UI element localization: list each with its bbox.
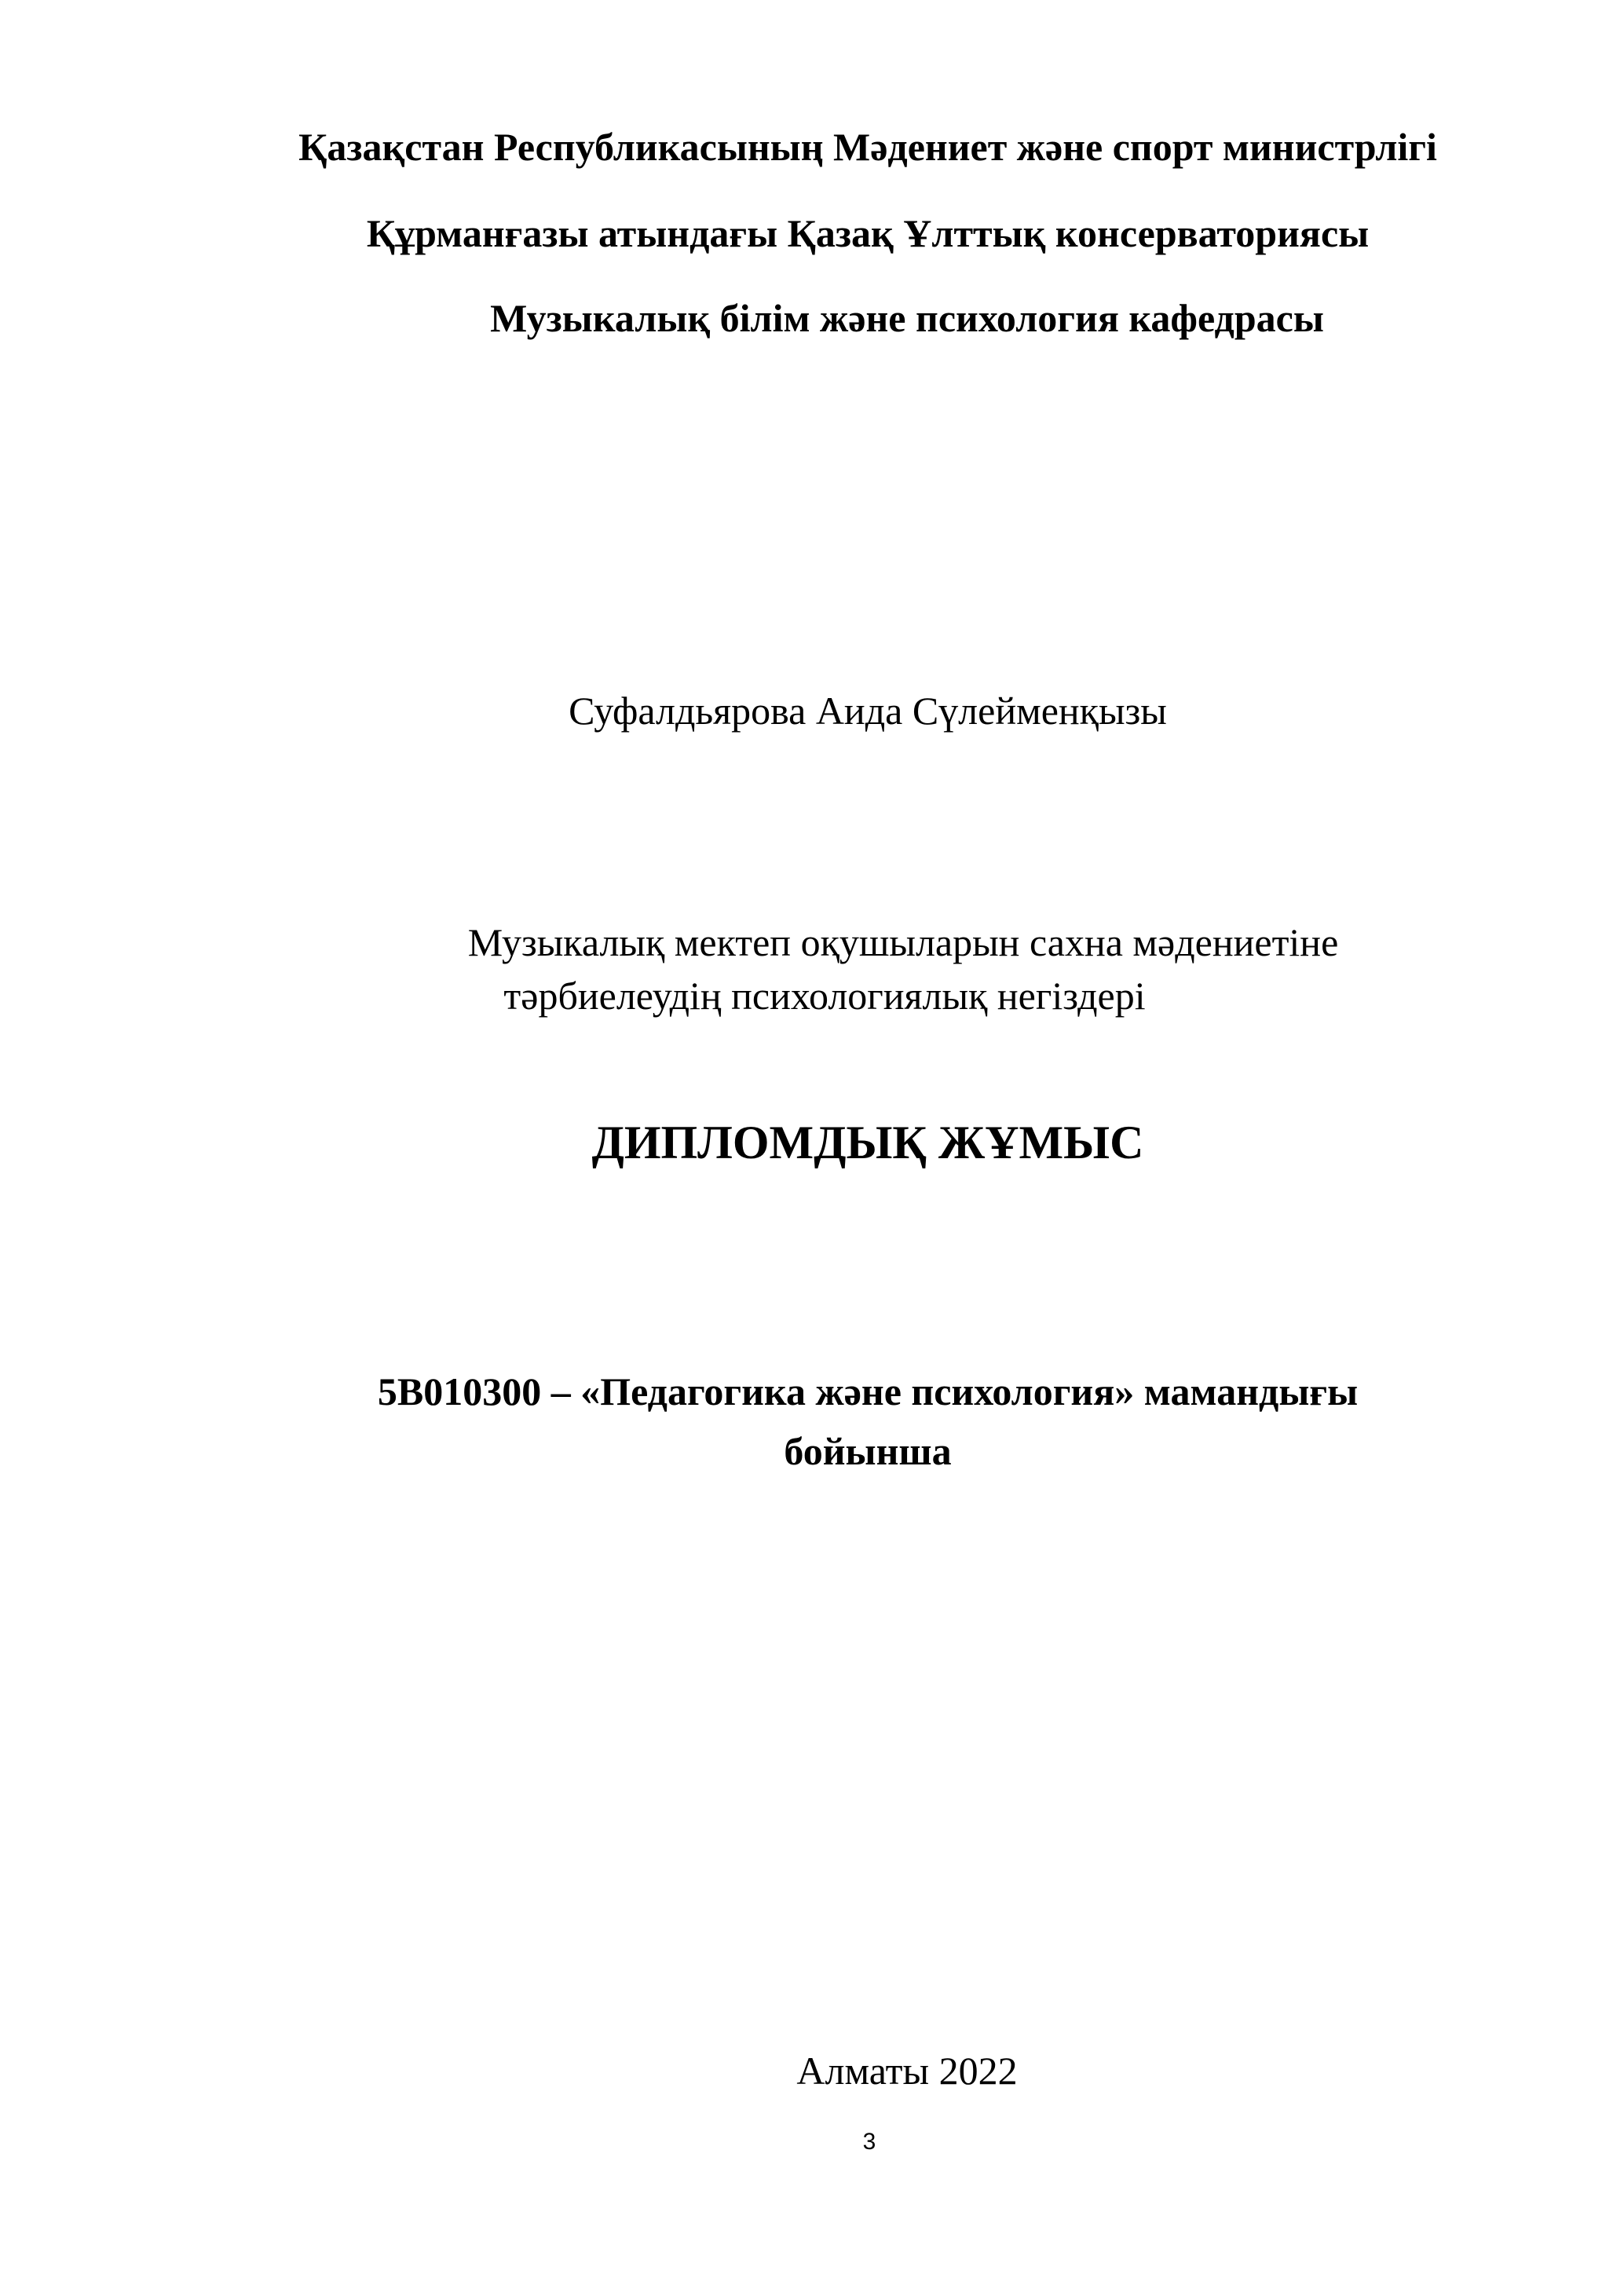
city-year: Алматы 2022 (796, 2049, 1018, 2093)
conservatory-heading: Құрманғазы атындағы Қазақ Ұлттық консерваториясы (366, 211, 1370, 255)
specialty-line-2: бойынша (784, 1429, 952, 1473)
thesis-topic-line-1: Музыкалық мектеп оқушыларын сахна мәдениетіне (467, 920, 1339, 964)
thesis-topic-line-2: тәрбиелеудің психологиялық негіздері (503, 974, 1146, 1018)
department-heading: Музыкалық білім және психология кафедрасы (490, 296, 1324, 340)
author-name: Суфалдьярова Аида Сүлейменқызы (569, 689, 1167, 733)
page-number: 3 (862, 2129, 876, 2155)
thesis-type-title: ДИПЛОМДЫҚ ЖҰМЫС (591, 1117, 1144, 1168)
ministry-heading: Қазақстан Республикасының Мәдениет және спорт министрлігі (298, 125, 1437, 169)
specialty-line-1: 5В010300 – «Педагогика және психология» мамандығы (377, 1369, 1359, 1413)
